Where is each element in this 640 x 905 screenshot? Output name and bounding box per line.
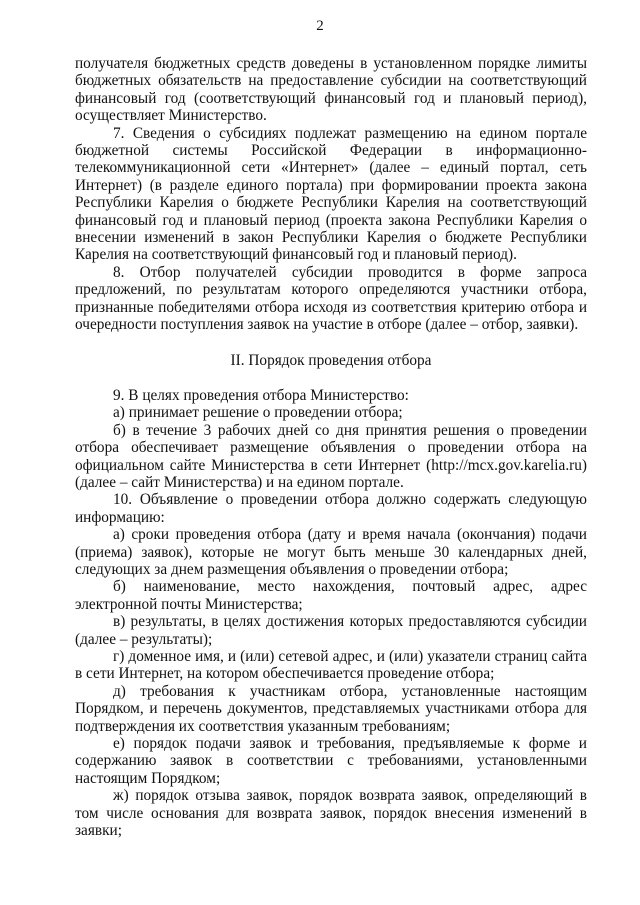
document-body (75, 55, 587, 839)
paragraph-9-item-a: а) принимает решение о проведении отбора; (113, 404, 403, 422)
paragraph-10-item-e: е) порядок подачи заявок и требования, предъявляемые к форме и содержанию заявок в соответствии с требованиями, установленными настоящим Порядком; (75, 735, 587, 787)
paragraph-10-item-g: г) доменное имя, и (или) сетевой адрес, и (или) указатели страниц сайта в сети Интернет, на котором обеспечивается проведение отбора; (75, 648, 587, 683)
paragraph-10-item-b: б) наименование, место нахождения, почтовый адрес, адрес электронной почты Министерства; (75, 578, 587, 613)
paragraph-10-item-zh: ж) порядок отзыва заявок, порядок возврата заявок, определяющий в том числе основания для возврата заявок, порядок внесения изменений в заявки; (75, 787, 587, 840)
paragraph-7: 7. Сведения о субсидиях подлежат размещению на едином портале бюджетной системы Российской Федерации в информационно-телекоммуникационной сети «Интернет» (далее – единый портал, сеть Интернет) (в разделе единого портала) при формировании проекта закона Республики Карелия о бюджете Республики Карелия на соответствующий финансовый год и плановый период (проекта закона Республики Карелия о внесении изменений в закон Республики Карелия о бюджете Республики Карелия на соответствующий финансовый год и плановый период). (75, 124, 587, 264)
paragraph-continuation: получателя бюджетных средств доведены в установленном порядке лимиты бюджетных обязательств на предоставление субсидии на соответствующий финансовый год (соответствующий финансовый год и плановый период), осуществляет Министерство. (75, 55, 587, 125)
paragraph-9-item-b: б) в течение 3 рабочих дней со дня принятия решения о проведении отбора обеспечивает размещение объявления о проведении отбора на официальном сайте Министерства в сети Интернет (http://mcx.gov.karelia.ru) (далее – сайт Министерства) и на едином портале. (75, 421, 587, 491)
page-number: 2 (316, 18, 324, 34)
section-heading: II. Порядок проведения отбора (230, 351, 432, 369)
paragraph-10-item-a: а) сроки проведения отбора (дату и время начала (окончания) подачи (приема) заявок), которые не могут быть меньше 30 календарных дней, следующих за днем размещения объявления о проведении отбора; (75, 526, 587, 578)
paragraph-9: 9. В целях проведения отбора Министерство: (113, 386, 409, 404)
paragraph-10-item-d: д) требования к участникам отбора, установленные настоящим Порядком, и перечень документов, представляемых участниками отбора для подтверждения их соответствия указанным требованиям; (75, 682, 587, 735)
paragraph-10-item-v: в) результаты, в целях достижения которых предоставляются субсидии (далее – результаты); (75, 613, 587, 648)
paragraph-8: 8. Отбор получателей субсидии проводится в форме запроса предложений, по результатам которого определяются участники отбора, признанные победителями отбора исходя из соответствия критерию отбора и очередности поступления заявок на участие в отборе (далее – отбор, заявки). (75, 263, 587, 334)
paragraph-10: 10. Объявление о проведении отбора должно содержать следующую информацию: (75, 491, 587, 526)
